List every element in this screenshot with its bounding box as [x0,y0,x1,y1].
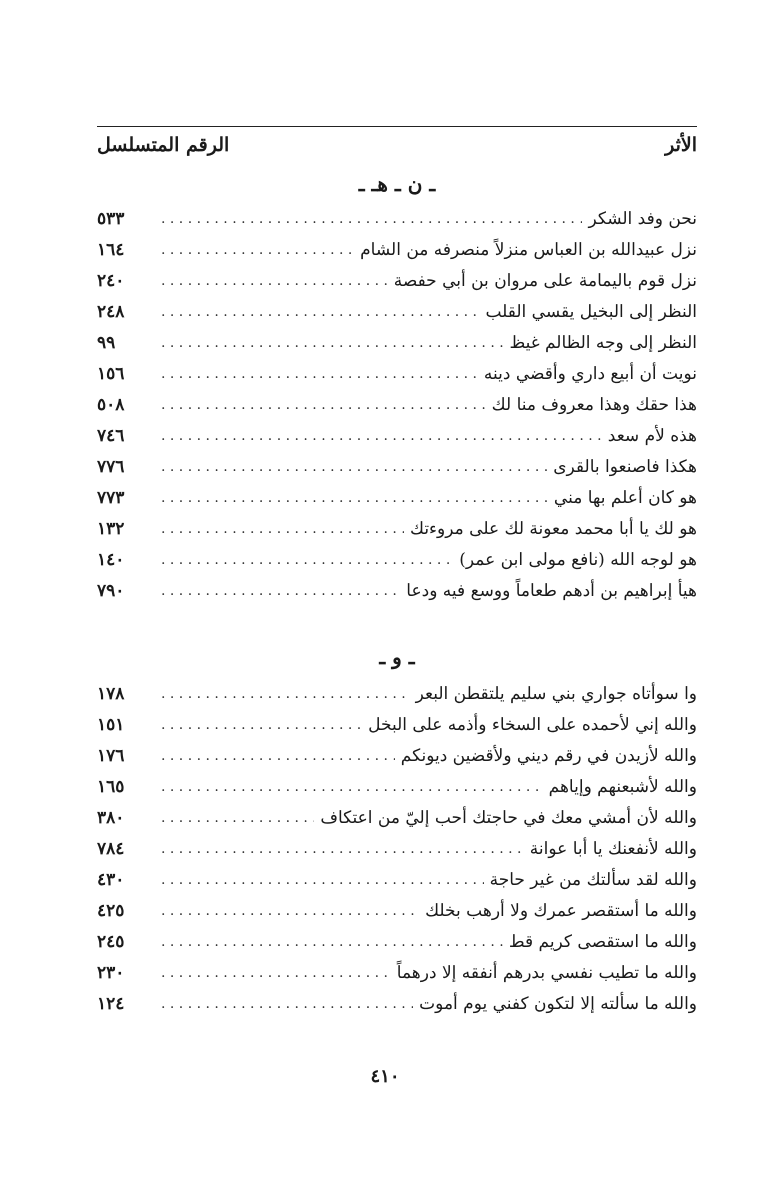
entry-text: والله ما تطيب نفسي بدرهم أنفقه إلا درهماً [396,962,697,983]
index-entry [97,988,697,1019]
leader-dots [161,779,543,795]
entry-number: ٥٠٨ [97,394,125,415]
entry-number: ١٣٢ [97,518,125,539]
entry-number: ٩٩ [97,332,116,353]
entry-number: ٧٧٣ [97,487,125,508]
index-entry [97,895,697,926]
index-list-waw [97,678,697,1019]
entry-text: نويت أن أبيع داري وأقضي دينه [483,363,697,384]
entry-number: ١٥١ [97,714,125,735]
index-entry [97,864,697,895]
leader-dots [161,490,548,506]
entry-text: والله لأزيدن في رقم ديني ولأقضين ديونكم [400,745,697,766]
entry-number: ٧٨٤ [97,838,125,859]
entry-text: نزل قوم باليمامة على مروان بن أبي حفصة [393,270,697,291]
entry-text: هذه لأم سعد [607,425,697,446]
entry-number: ٧٩٠ [97,580,125,601]
entry-number: ٢٤٥ [97,931,125,952]
index-entry [97,451,697,482]
entry-text: والله ما سألته إلا لتكون كفني يوم أموت [419,993,697,1014]
index-entry [97,513,697,544]
entry-number: ٥٣٣ [97,208,125,229]
section-title-nun-ha: ـ ن ـ هـ ـ [358,172,436,196]
leader-dots [161,242,354,258]
index-entry [97,740,697,771]
leader-dots [161,583,400,599]
header-athar-label: الأثر [665,134,697,156]
entry-number: ١٤٠ [97,549,125,570]
entry-text: نزل عبيدالله بن العباس منزلاً منصرفه من الشام [360,239,697,260]
index-entry [97,296,697,327]
header-serial-label: الرقم المتسلسل [97,134,230,156]
index-entry [97,358,697,389]
leader-dots [161,748,395,764]
leader-dots [161,459,547,475]
entry-text: هو لك يا أبا محمد معونة لك على مروءتك [410,518,697,539]
entry-number: ١٥٦ [97,363,125,384]
leader-dots [161,686,410,702]
leader-dots [161,397,486,413]
index-entry [97,575,697,606]
entry-number: ٣٨٠ [97,807,125,828]
entry-text: والله لأنفعنك يا أبا عوانة [529,838,697,859]
index-entry [97,482,697,513]
leader-dots [161,810,314,826]
leader-dots [161,841,524,857]
entry-text: النظر إلى وجه الظالم غيظ [509,332,697,353]
entry-number: ٤٢٥ [97,900,125,921]
index-entry [97,926,697,957]
leader-dots [161,717,362,733]
entry-number: ١٧٨ [97,683,125,704]
entry-text: هو كان أعلم بها مني [553,487,697,508]
entry-text: هكذا فاصنعوا بالقرى [553,456,697,477]
index-entry [97,678,697,709]
leader-dots [161,934,503,950]
header-rule [97,126,697,127]
entry-text: نحن وفد الشكر [588,208,697,229]
entry-number: ١٦٥ [97,776,125,797]
page-number: ٤١٠ [370,1066,400,1087]
index-entry [97,389,697,420]
index-entry [97,802,697,833]
entry-number: ٧٧٦ [97,456,125,477]
leader-dots [161,335,503,351]
entry-text: والله لأن أمشي معك في حاجتك أحب إليّ من اعتكاف [320,807,697,828]
index-entry [97,709,697,740]
entry-text: والله ما أستقصر عمرك ولا أرهب بخلك [425,900,697,921]
entry-number: ٤٣٠ [97,869,125,890]
index-entry [97,203,697,234]
leader-dots [161,304,479,320]
leader-dots [161,872,484,888]
entry-number: ٢٤٠ [97,270,125,291]
entry-number: ١٧٦ [97,745,125,766]
index-entry [97,771,697,802]
section-title-waw: ـ و ـ [379,645,415,669]
index-entry [97,957,697,988]
entry-text: هيأ إبراهيم بن أدهم طعاماً ووسع فيه ودعا [406,580,697,601]
entry-text: وا سوأتاه جواري بني سليم يلتقطن البعر [415,683,697,704]
entry-text: والله لقد سألتك من غير حاجة [489,869,697,890]
entry-text: والله لأشبعنهم وإياهم [548,776,697,797]
entry-text: النظر إلى البخيل يقسي القلب [485,301,697,322]
leader-dots [161,903,419,919]
index-list-nun-ha [97,203,697,606]
index-entry [97,327,697,358]
entry-number: ٢٣٠ [97,962,125,983]
entry-text: والله إني لأحمده على السخاء وأذمه على البخل [368,714,697,735]
leader-dots [161,211,582,227]
index-header [97,128,697,162]
leader-dots [161,965,391,981]
leader-dots [161,366,478,382]
leader-dots [161,273,388,289]
leader-dots [161,521,404,537]
entry-text: هو لوجه الله (نافع مولى ابن عمر) [459,549,697,570]
entry-number: ٧٤٦ [97,425,125,446]
leader-dots [161,428,602,444]
entry-number: ١٢٤ [97,993,125,1014]
leader-dots [161,996,413,1012]
entry-text: هذا حقك وهذا معروف منا لك [491,394,697,415]
index-entry [97,833,697,864]
entry-text: والله ما استقصى كريم قط [508,931,697,952]
index-entry [97,234,697,265]
leader-dots [161,552,453,568]
index-entry [97,420,697,451]
entry-number: ١٦٤ [97,239,125,260]
index-entry [97,265,697,296]
index-entry [97,544,697,575]
entry-number: ٢٤٨ [97,301,125,322]
